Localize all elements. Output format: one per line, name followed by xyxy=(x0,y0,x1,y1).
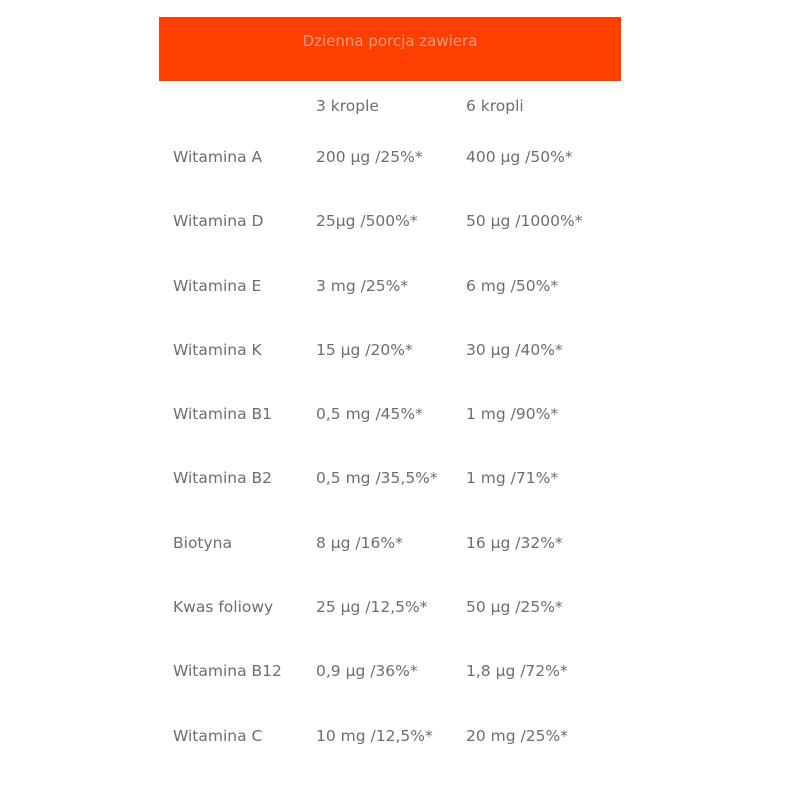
table-row xyxy=(159,131,621,195)
value-3-drops: 25µg /500%* xyxy=(316,212,418,231)
value-6-drops: 16 µg /32%* xyxy=(466,533,563,552)
value-3-drops: 0,5 mg /35,5%* xyxy=(316,469,438,488)
table-row xyxy=(159,645,621,709)
value-6-drops: 50 µg /1000%* xyxy=(466,212,583,231)
column-header-3-drops: 3 krople xyxy=(316,97,379,115)
value-6-drops: 6 mg /50%* xyxy=(466,276,559,295)
value-3-drops: 0,5 mg /45%* xyxy=(316,405,423,424)
table-row xyxy=(159,710,621,774)
table-row xyxy=(159,324,621,388)
value-6-drops: 50 µg /25%* xyxy=(466,598,563,617)
value-3-drops: 200 µg /25%* xyxy=(316,148,423,166)
column-header-6-drops: 6 kropli xyxy=(466,97,524,115)
value-3-drops: 3 mg /25%* xyxy=(316,276,409,295)
value-3-drops: 10 mg /12,5%* xyxy=(316,726,433,745)
nutrition-table xyxy=(159,81,621,774)
value-6-drops: 1 mg /90%* xyxy=(466,405,559,424)
nutrient-name: Witamina K xyxy=(173,340,262,359)
value-3-drops: 15 µg /20%* xyxy=(316,340,413,359)
table-row xyxy=(159,517,621,581)
value-3-drops: 0,9 µg /36%* xyxy=(316,662,418,681)
value-6-drops: 30 µg /40%* xyxy=(466,340,563,359)
value-6-drops: 1,8 µg /72%* xyxy=(466,662,568,681)
nutrient-name: Kwas foliowy xyxy=(173,598,274,617)
value-3-drops: 8 µg /16%* xyxy=(316,533,403,552)
nutrient-name: Witamina B12 xyxy=(173,662,282,681)
table-row xyxy=(159,581,621,645)
table-row xyxy=(159,452,621,516)
table-title: Dzienna porcja zawiera xyxy=(302,32,478,50)
value-6-drops: 400 µg /50%* xyxy=(466,148,573,166)
nutrient-name: Witamina C xyxy=(173,726,263,745)
table-header-bar xyxy=(159,17,621,81)
table-row xyxy=(159,388,621,452)
column-header-row xyxy=(159,81,621,131)
value-6-drops: 20 mg /25%* xyxy=(466,726,568,745)
nutrient-name: Witamina D xyxy=(173,212,264,231)
nutrient-name: Biotyna xyxy=(173,533,232,552)
nutrient-name: Witamina E xyxy=(173,276,262,295)
nutrient-name: Witamina A xyxy=(173,148,263,166)
nutrient-name: Witamina B1 xyxy=(173,405,273,424)
nutrient-name: Witamina B2 xyxy=(173,469,273,488)
value-6-drops: 1 mg /71%* xyxy=(466,469,559,488)
value-3-drops: 25 µg /12,5%* xyxy=(316,598,428,617)
table-row xyxy=(159,260,621,324)
table-row xyxy=(159,195,621,259)
